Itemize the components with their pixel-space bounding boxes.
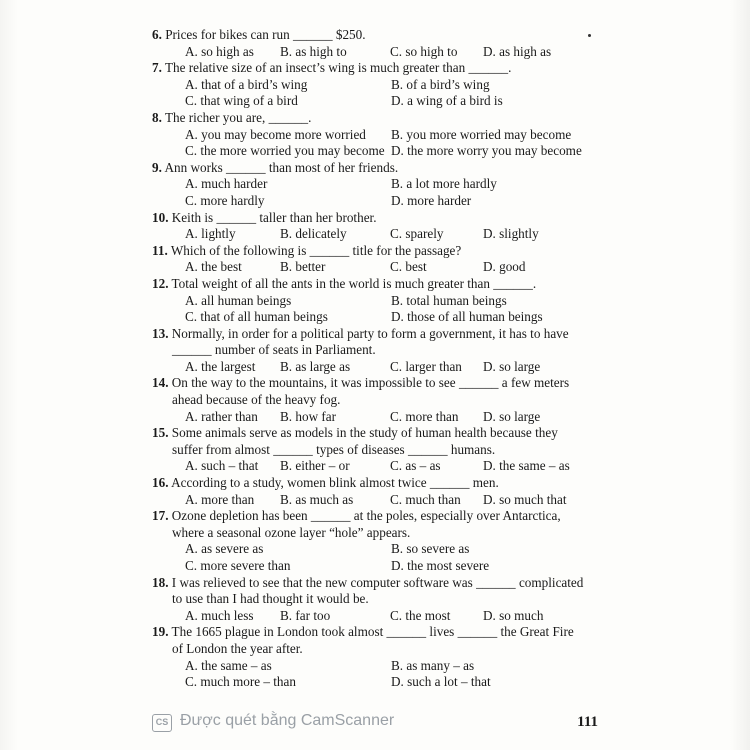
question-stem-text: ahead because of the heavy fog. (172, 392, 341, 408)
answer-options (152, 44, 598, 61)
answer-options (152, 293, 598, 326)
option-a: A. the largest (185, 358, 256, 374)
question-stem-text: Keith is ______ taller than her brother. (171, 209, 377, 225)
question-stem-line (152, 60, 598, 77)
option-a: A. much harder (185, 176, 268, 192)
option-d: D. so large (483, 358, 541, 374)
answer-options (152, 541, 598, 574)
option-a: A. more than (185, 491, 255, 507)
page-number: 111 (577, 714, 598, 730)
question-stem-text: According to a study, women blink almost twice ______ men. (171, 475, 499, 491)
question-stem-text: Total weight of all the ants in the world is much greater than ______. (171, 275, 537, 291)
question-stem-text: Prices for bikes can run ______ $250. (165, 27, 366, 42)
option-b: B. as many – as (391, 657, 475, 673)
page-footer (152, 712, 598, 736)
option-b: B. better (280, 259, 326, 275)
question-15 (152, 425, 598, 475)
question-number: 8. (152, 109, 162, 125)
question-10 (152, 210, 598, 243)
option-d: D. the most severe (391, 558, 490, 573)
answer-options (152, 658, 598, 691)
answer-options (152, 409, 598, 426)
answer-options (152, 77, 598, 110)
option-b: B. so severe as (391, 541, 470, 557)
question-stem-line (152, 425, 598, 442)
answer-options (152, 458, 598, 475)
option-c: C. much than (390, 491, 461, 507)
question-stem-text: Which of the following is ______ title for the passage? (170, 242, 462, 258)
camscanner-watermark: Được quét bằng CamScanner (180, 712, 395, 729)
question-18 (152, 575, 598, 625)
option-a: A. that of a bird’s wing (185, 76, 308, 92)
question-number: 17. (152, 508, 169, 524)
option-d: D. the same – as (483, 458, 570, 474)
option-d: D. so large (483, 408, 541, 424)
question-number: 7. (152, 60, 162, 76)
option-c: C. more hardly (185, 192, 265, 208)
option-c: C. much more – than (185, 674, 296, 690)
option-a: A. lightly (185, 226, 236, 242)
question-number: 19. (152, 624, 169, 640)
question-stem-line (152, 243, 598, 260)
question-number: 15. (152, 425, 169, 441)
option-d: D. a wing of a bird is (391, 93, 503, 109)
option-c: C. sparely (390, 226, 444, 242)
option-a: A. so high as (185, 43, 254, 59)
question-stem-text: On the way to the mountains, it was impossible to see ______ a few meters (171, 375, 570, 391)
option-a: A. as severe as (185, 541, 264, 557)
question-number: 14. (152, 375, 169, 391)
option-d: D. so much (483, 607, 544, 623)
option-c: C. so high to (390, 43, 458, 59)
option-c: C. more than (390, 408, 459, 424)
option-d: D. the more worry you may become (391, 143, 582, 159)
question-stem-text: ______ number of seats in Parliament. (172, 342, 376, 358)
question-stem-line (152, 475, 598, 492)
option-d: D. more harder (391, 192, 472, 208)
question-stem-line (152, 375, 598, 392)
option-d: D. such a lot – that (391, 674, 491, 690)
question-7 (152, 60, 598, 110)
question-number: 18. (152, 574, 169, 590)
question-number: 6. (152, 27, 162, 42)
question-stem-line (152, 591, 598, 608)
option-b: B. far too (280, 607, 331, 623)
option-b: B. total human beings (391, 292, 507, 308)
question-stem-text: of London the year after. (172, 640, 303, 656)
question-19 (152, 624, 598, 690)
option-a: A. you may become more worried (185, 126, 366, 142)
question-stem-line (152, 442, 598, 459)
question-12 (152, 276, 598, 326)
question-stem-line (152, 326, 598, 343)
option-b: B. as high to (280, 43, 347, 59)
question-stem-line (152, 641, 598, 658)
camscanner-logo-icon: CS (152, 714, 172, 732)
option-d: D. as high as (483, 43, 552, 59)
question-8 (152, 110, 598, 160)
question-stem-line (152, 27, 598, 44)
option-c: C. the more worried you may become (185, 143, 385, 159)
option-d: D. those of all human beings (391, 309, 543, 325)
question-number: 13. (152, 325, 169, 341)
question-stem-line (152, 210, 598, 227)
question-stem-text: suffer from almost ______ types of diseases ______ humans. (172, 441, 496, 457)
question-stem-text: The richer you are, ______. (164, 109, 312, 125)
option-b: B. how far (280, 408, 337, 424)
question-stem-text: Ozone depletion has been ______ at the poles, especially over Antarctica, (171, 508, 561, 524)
option-b: B. as large as (280, 358, 351, 374)
question-stem-text: I was relieved to see that the new computer software was ______ complicated (171, 574, 584, 590)
question-stem-line (152, 160, 598, 177)
option-c: C. larger than (390, 358, 462, 374)
question-17 (152, 508, 598, 574)
question-number: 9. (152, 159, 162, 175)
question-stem-line (152, 276, 598, 293)
option-b: B. a lot more hardly (391, 176, 497, 192)
option-c: C. the most (390, 607, 451, 623)
option-a: A. such – that (185, 458, 259, 474)
answer-options (152, 127, 598, 160)
question-stem-text: Normally, in order for a political party to form a government, it has to have (171, 325, 569, 341)
option-a: A. much less (185, 607, 254, 623)
question-16 (152, 475, 598, 508)
question-number: 11. (152, 242, 168, 258)
question-14 (152, 375, 598, 425)
option-a: A. rather than (185, 408, 258, 424)
question-number: 10. (152, 209, 169, 225)
option-a: A. the best (185, 259, 242, 275)
question-number: 12. (152, 275, 169, 291)
answer-options (152, 492, 598, 509)
question-stem-line (152, 575, 598, 592)
question-stem-text: Ann works ______ than most of her friends. (164, 159, 399, 175)
option-b: B. delicately (280, 226, 347, 242)
question-number: 16. (152, 475, 169, 491)
question-stem-text: The relative size of an insect’s wing is much greater than ______. (164, 60, 512, 76)
answer-options (152, 259, 598, 276)
option-d: D. slightly (483, 226, 539, 242)
question-stem-text: where a seasonal ozone layer “hole” appears. (172, 524, 411, 540)
answer-options (152, 359, 598, 376)
option-d: D. good (483, 259, 526, 275)
option-a: A. all human beings (185, 292, 292, 308)
option-c: C. more severe than (185, 558, 291, 573)
option-a: A. the same – as (185, 657, 272, 673)
question-13 (152, 326, 598, 376)
question-stem-line (152, 110, 598, 127)
question-stem-text: Some animals serve as models in the study of human health because they (171, 425, 558, 441)
question-stem-line (152, 392, 598, 409)
option-c: C. as – as (390, 458, 441, 474)
answer-options (152, 226, 598, 243)
option-b: B. as much as (280, 491, 354, 507)
question-stem-line (152, 508, 598, 525)
question-stem-text: The 1665 plague in London took almost ______ lives ______ the Great Fire (171, 624, 574, 640)
option-c: C. best (390, 259, 427, 275)
option-b: B. you more worried may become (391, 126, 572, 142)
option-c: C. that of all human beings (185, 309, 328, 325)
option-c: C. that wing of a bird (185, 93, 298, 109)
option-b: B. of a bird’s wing (391, 76, 490, 92)
option-b: B. either – or (280, 458, 350, 474)
question-stem-text: to use than I had thought it would be. (172, 591, 369, 607)
question-stem-line (152, 525, 598, 542)
question-11 (152, 243, 598, 276)
answer-options (152, 608, 598, 625)
question-list (152, 27, 598, 691)
question-9 (152, 160, 598, 210)
question-stem-line (152, 342, 598, 359)
answer-options (152, 176, 598, 209)
question-6 (152, 27, 598, 60)
option-d: D. so much that (483, 491, 567, 507)
question-stem-line (152, 624, 598, 641)
